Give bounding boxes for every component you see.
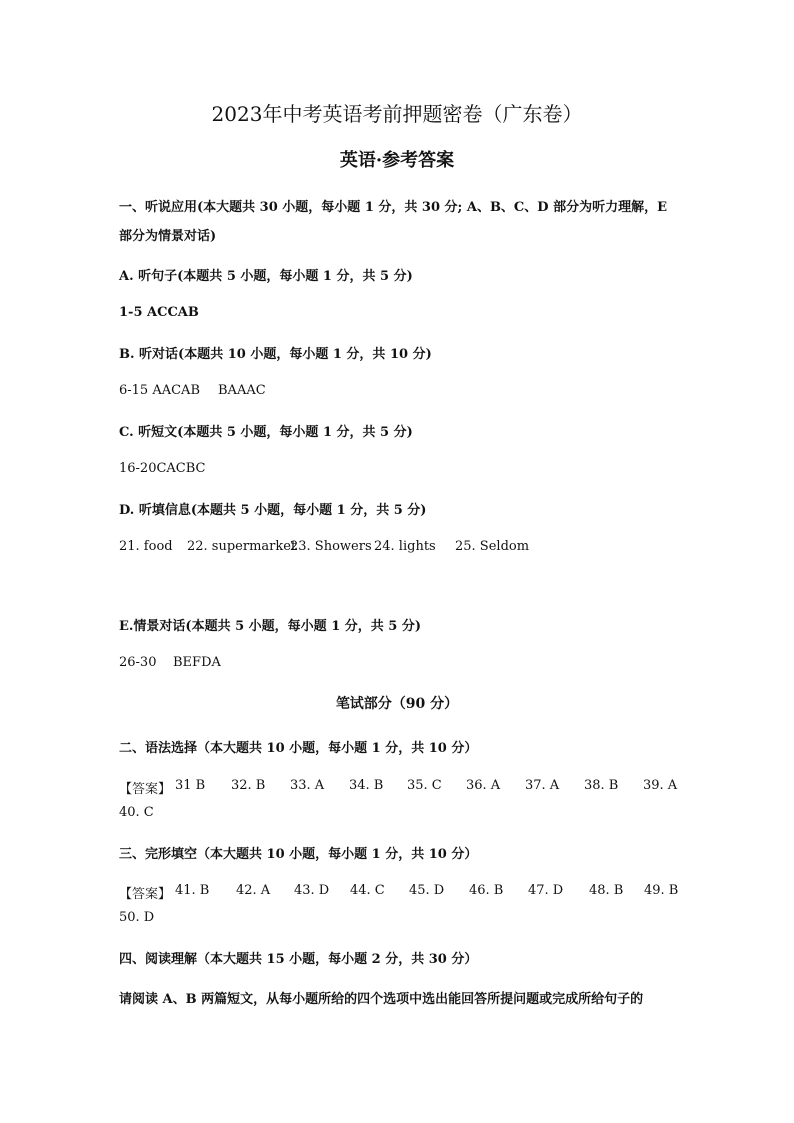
answer-item: 31 B xyxy=(175,778,206,793)
section3-heading: 三、完形填空（本大题共 10 小题，每小题 1 分，共 10 分） xyxy=(119,847,478,862)
section4-heading: 四、阅读理解（本大题共 15 小题，每小题 2 分，共 30 分） xyxy=(119,952,478,967)
answer-item: 44. C xyxy=(350,883,385,898)
section1-heading: 一、听说应用(本大题共 30 小题，每小题 1 分，共 30 分; A、B、C、D 部分为听力理解，E xyxy=(119,200,667,215)
answer-item: 39. A xyxy=(643,778,678,793)
answer-item: 41. B xyxy=(175,883,210,898)
answer-item: 35. C xyxy=(407,778,442,793)
answer-item: 38. B xyxy=(584,778,619,793)
section2-heading: 二、语法选择（本大题共 10 小题，每小题 1 分，共 10 分） xyxy=(119,741,478,756)
answer-item: 32. B xyxy=(231,778,266,793)
section2-answers-cont: 40. C xyxy=(119,805,154,820)
answer-item: 42. A xyxy=(236,883,271,898)
answer-item: 47. D xyxy=(528,883,564,898)
part-e-heading: E.情景对话(本题共 5 小题，每小题 1 分，共 5 分) xyxy=(119,619,422,634)
answer-item: 23. Showers xyxy=(290,539,372,554)
part-a-answers: 1-5 ACCAB xyxy=(119,305,199,320)
part-c-heading: C. 听短文(本题共 5 小题，每小题 1 分，共 5 分) xyxy=(119,425,413,440)
part-e-answers: 26-30 BEFDA xyxy=(119,655,221,670)
part-b-heading: B. 听对话(本题共 10 小题，每小题 1 分，共 10 分) xyxy=(119,347,432,362)
part-d-heading: D. 听填信息(本题共 5 小题，每小题 1 分，共 5 分) xyxy=(119,503,427,518)
section4-intro: 请阅读 A、B 两篇短文，从每小题所给的四个选项中选出能回答所提问题或完成所给句子的 xyxy=(119,992,644,1007)
part-c-answers: 16-20CACBC xyxy=(119,461,206,476)
section3-answers-cont: 50. D xyxy=(119,910,155,925)
answer-item: 46. B xyxy=(469,883,504,898)
part-a-heading: A. 听句子(本题共 5 小题，每小题 1 分，共 5 分) xyxy=(119,269,413,284)
page-title: 2023年中考英语考前押题密卷（广东卷） xyxy=(211,102,583,126)
part-b-answers-1: 6-15 AACAB xyxy=(119,383,201,398)
answer-item: 33. A xyxy=(290,778,325,793)
answer-item: 43. D xyxy=(294,883,330,898)
answer-item: 34. B xyxy=(349,778,384,793)
section1-heading-cont: 部分为情景对话) xyxy=(119,229,217,244)
answer-item: 22. supermarket xyxy=(187,539,297,554)
answer-item: 36. A xyxy=(466,778,501,793)
answer-item: 49. B xyxy=(644,883,679,898)
answer-item: 24. lights xyxy=(374,539,436,554)
answer-label: 【答案】 xyxy=(119,782,172,797)
answer-item: 45. D xyxy=(409,883,445,898)
answer-item: 37. A xyxy=(525,778,560,793)
part-b-answers-2: BAAAC xyxy=(218,383,266,398)
answer-item: 25. Seldom xyxy=(455,539,530,554)
written-section-heading: 笔试部分（90 分） xyxy=(335,696,459,712)
answer-item: 48. B xyxy=(589,883,624,898)
page-subtitle: 英语·参考答案 xyxy=(339,150,455,171)
answer-item: 21. food xyxy=(119,539,173,554)
answer-label: 【答案】 xyxy=(119,887,172,902)
